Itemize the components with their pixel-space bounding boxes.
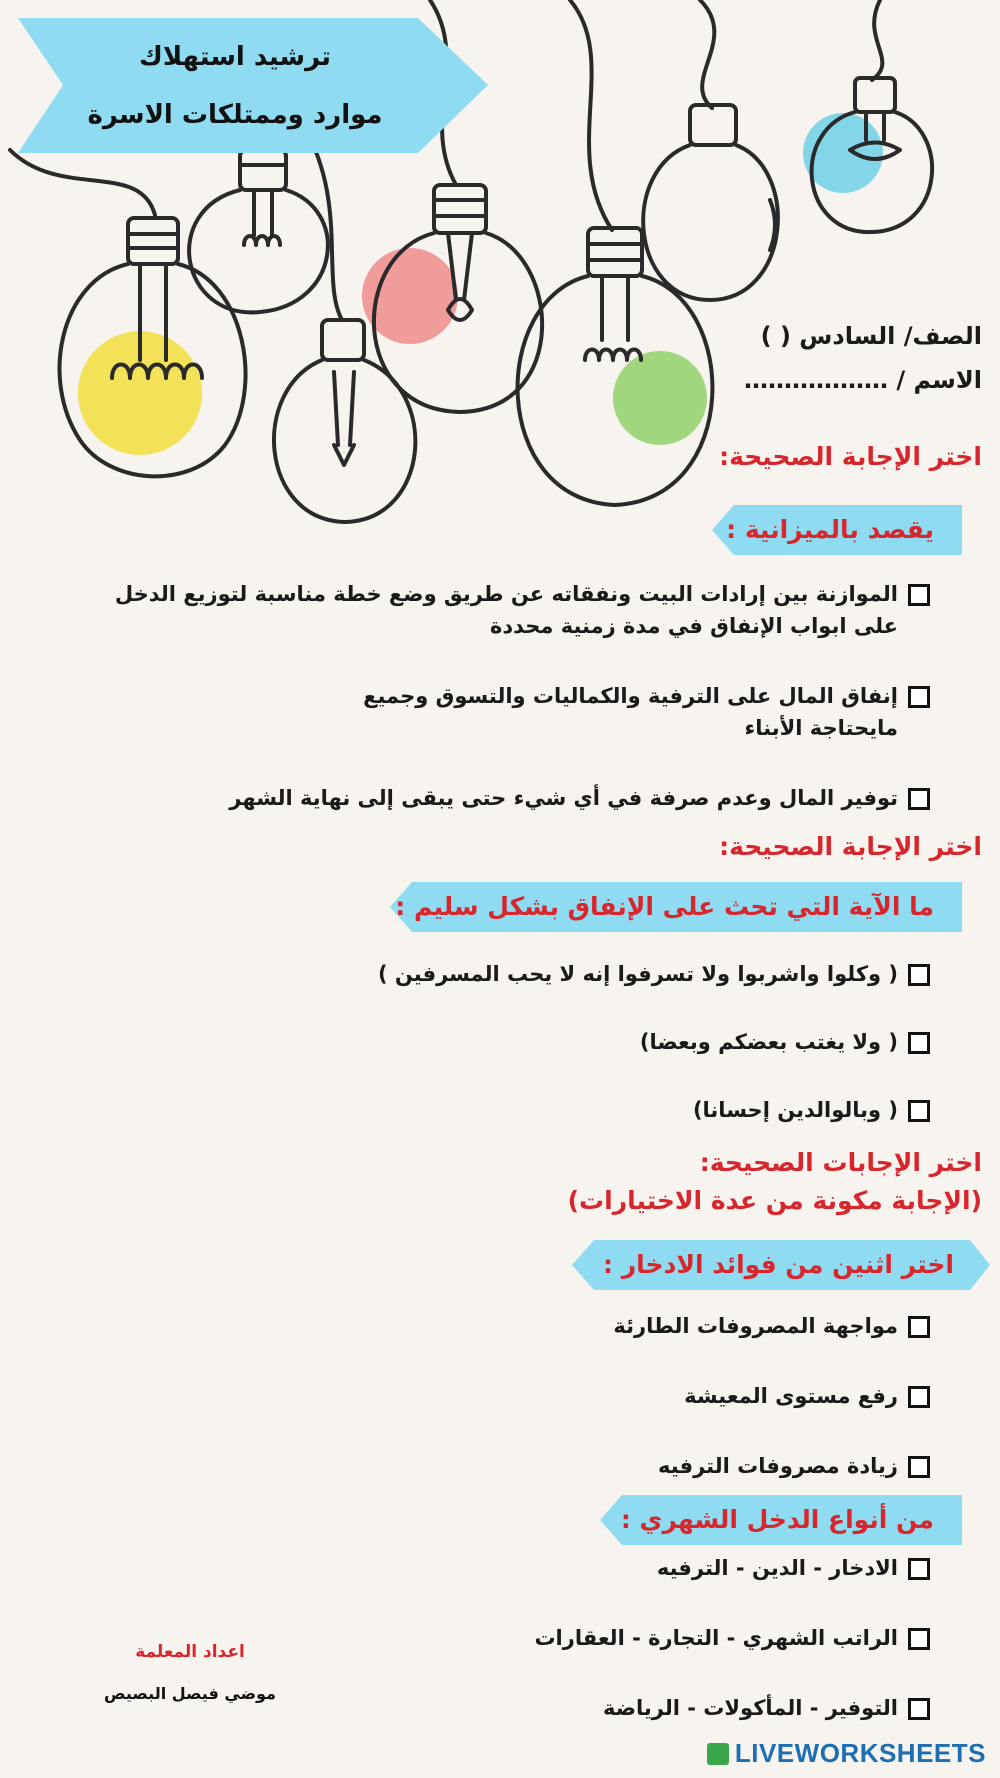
option-text: التوفير - المأكولات - الرياضة (603, 1696, 898, 1720)
checkbox[interactable] (908, 1100, 930, 1122)
liveworksheets-logo[interactable] (707, 1738, 986, 1769)
checkbox[interactable] (908, 788, 930, 810)
checkbox[interactable] (908, 1698, 930, 1720)
bulb-2-icon (189, 150, 328, 312)
q2-option-3[interactable] (693, 1094, 930, 1126)
instruction-3: اختر الإجابات الصحيحة: (699, 1148, 982, 1177)
q3-option-3[interactable] (658, 1450, 930, 1482)
q1-option-1[interactable] (98, 578, 930, 642)
option-text: الموازنة بين إرادات البيت ونفقاته عن طريق وضع خطة مناسبة لتوزيع الدخل على ابواب الإنفاق في مدة زمنية محددة (114, 582, 898, 638)
checkbox[interactable] (908, 1456, 930, 1478)
bulb-3-icon (274, 320, 415, 522)
q1-option-3[interactable] (229, 782, 930, 814)
instruction-1: اختر الإجابة الصحيحة: (719, 442, 982, 471)
q1-option-2[interactable] (338, 680, 930, 744)
bulb-6-icon (643, 105, 778, 300)
question-1-text: يقصد بالميزانية : (726, 515, 934, 544)
checkbox[interactable] (908, 686, 930, 708)
q4-option-1[interactable] (657, 1552, 930, 1584)
q4-option-3[interactable] (603, 1692, 930, 1724)
option-text: إنفاق المال على الترفية والكماليات والتسوق وجميع مايحتاجة الأبناء (363, 684, 898, 740)
question-1-banner (712, 505, 962, 555)
option-text: توفير المال وعدم صرفة في أي شيء حتى يبقى إلى نهاية الشهر (229, 786, 898, 810)
teacher-name: موضي فيصل البصيص (104, 1684, 276, 1703)
question-4-banner (600, 1495, 962, 1545)
option-text: ( وكلوا واشربوا ولا تسرفوا إنه لا يحب المسرفين ) (377, 962, 898, 986)
option-text: زيادة مصروفات الترفيه (658, 1454, 898, 1478)
question-4-text: من أنواع الدخل الشهري : (620, 1505, 934, 1534)
option-text: الادخار - الدين - الترفيه (656, 1556, 898, 1580)
question-2-banner (390, 882, 962, 932)
question-3-banner (572, 1240, 990, 1290)
liveworksheets-logo-icon (707, 1743, 729, 1765)
credit-label: اعداد المعلمة (135, 1642, 245, 1662)
name-label: الاسم / ……………… (744, 366, 982, 394)
option-text: ( وبالوالدين إحسانا) (692, 1098, 898, 1122)
checkbox[interactable] (908, 1628, 930, 1650)
option-text: رفع مستوى المعيشة (684, 1384, 898, 1408)
checkbox[interactable] (908, 1316, 930, 1338)
bulb-6-wire-icon (700, 0, 714, 108)
bulb-7-wire-icon (872, 0, 882, 80)
checkbox[interactable] (908, 1032, 930, 1054)
instruction-2: اختر الإجابة الصحيحة: (719, 832, 982, 861)
worksheet-title (60, 28, 410, 144)
option-text: ( ولا يغتب بعضكم وبعضا) (639, 1030, 898, 1054)
bulb-5-wire-icon (570, 0, 612, 230)
grade-label: الصف/ السادس ( ) (760, 322, 982, 350)
title-line-2: موارد وممتلكات الاسرة (87, 100, 383, 130)
option-text: مواجهة المصروفات الطارئة (613, 1314, 898, 1338)
question-3-text: اختر اثنين من فوائد الادخار : (603, 1250, 954, 1279)
q2-option-1[interactable] (378, 958, 930, 990)
checkbox[interactable] (908, 1558, 930, 1580)
bulb-1-wire-icon (10, 150, 155, 215)
brand-text: LIVEWORKSHEETS (734, 1738, 986, 1768)
question-2-text: ما الآية التي تحث على الإنفاق بشكل سليم : (395, 892, 934, 921)
option-text: الراتب الشهري - التجارة - العقارات (534, 1626, 898, 1650)
q3-option-2[interactable] (684, 1380, 930, 1412)
checkbox[interactable] (908, 1386, 930, 1408)
title-line-1: ترشيد استهلاك (138, 42, 332, 72)
q4-option-2[interactable] (534, 1622, 930, 1654)
instruction-3-note: (الإجابة مكونة من عدة الاختيارات) (567, 1186, 982, 1215)
q3-option-1[interactable] (613, 1310, 930, 1342)
q2-option-2[interactable] (640, 1026, 930, 1058)
checkbox[interactable] (908, 964, 930, 986)
checkbox[interactable] (908, 584, 930, 606)
